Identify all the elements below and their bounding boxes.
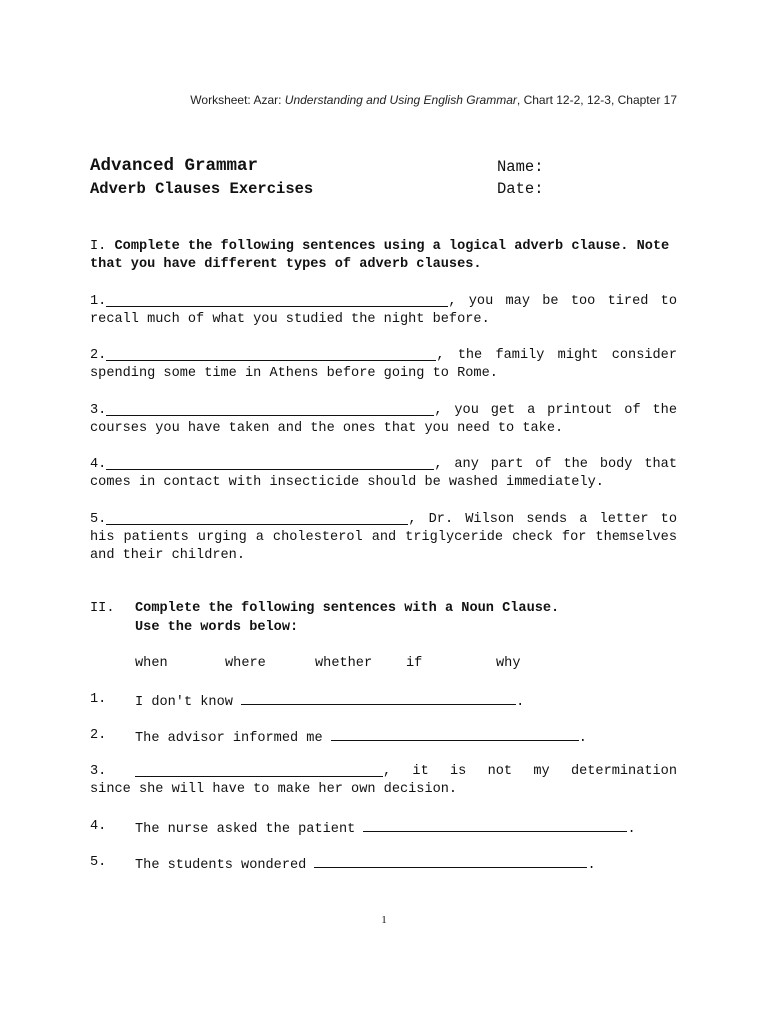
item-number: 1. [90, 294, 107, 309]
section-1-instruction-text: Complete the following sentences using a logical adverb clause. Note that you have different types of adverb clauses. [90, 239, 670, 272]
word-bank-item: if [406, 656, 423, 671]
noun-clause-item-4 [90, 818, 677, 836]
item-text: recall much of what you studied the night before. [90, 312, 490, 327]
date-field-label: Date: [497, 180, 544, 198]
item-number: 1. [90, 692, 107, 707]
item-text-first-line: , you may be too tired to [448, 294, 677, 309]
item-text: The students wondered . [135, 854, 596, 875]
item-text-continued: since she will have to make her own decision. [90, 782, 458, 797]
item-text-first-line: , any part of the body that [434, 457, 677, 472]
answer-blank[interactable] [331, 727, 579, 741]
noun-clause-item-1 [90, 691, 677, 709]
item-text-first-line: , Dr. Wilson sends a letter to [408, 512, 677, 527]
worksheet-title: Advanced Grammar [90, 156, 259, 176]
item-number: 5. [90, 855, 107, 870]
answer-blank[interactable] [106, 293, 448, 307]
noun-clause-item-2 [90, 727, 677, 745]
item-text: , it is not my determination [135, 763, 677, 781]
item-text: his patients urging a cholesterol and triglyceride check for themselves and their children. [90, 530, 677, 563]
section-2-instruction-line-1: Complete the following sentences with a Noun Clause. [135, 601, 560, 616]
item-text: The advisor informed me . [135, 727, 587, 748]
answer-blank[interactable] [241, 691, 516, 705]
item-number: 4. [90, 819, 107, 834]
answer-blank[interactable] [363, 818, 627, 832]
word-bank-item: whether [315, 656, 373, 671]
source-prefix: Worksheet: Azar: [190, 93, 285, 107]
item-number: 2. [90, 728, 107, 743]
item-text-first-line: , you get a printout of the [434, 403, 677, 418]
word-bank-item: why [496, 656, 521, 671]
answer-blank[interactable] [106, 511, 408, 525]
section-2-instruction-line-2: Use the words below: [135, 620, 299, 635]
item-text: comes in contact with insecticide should be washed immediately. [90, 475, 604, 490]
answer-blank[interactable] [106, 347, 436, 361]
answer-blank[interactable] [106, 402, 434, 416]
worksheet-source-line [190, 93, 677, 107]
book-title: Understanding and Using English Grammar [284, 93, 517, 107]
word-bank-item: where [225, 656, 266, 671]
item-text: spending some time in Athens before going to Rome. [90, 366, 498, 381]
item-text: The nurse asked the patient . [135, 818, 636, 839]
item-number: 2. [90, 348, 107, 363]
word-bank [90, 655, 677, 673]
word-bank-item: when [135, 656, 168, 671]
noun-clause-item-5 [90, 854, 677, 872]
section-1-numeral: I. [90, 239, 107, 254]
answer-blank[interactable] [106, 456, 434, 470]
item-text: courses you have taken and the ones that you need to take. [90, 421, 564, 436]
answer-blank[interactable] [314, 854, 587, 868]
source-suffix: , Chart 12-2, 12-3, Chapter 17 [516, 93, 677, 107]
noun-clause-item-3 [90, 763, 677, 799]
item-number: 3. [90, 403, 107, 418]
section-1-instructions [90, 238, 677, 274]
item-number: 3. [90, 764, 107, 779]
item-text: I don't know . [135, 691, 524, 712]
item-number: 4. [90, 457, 107, 472]
section-2-numeral: II. [90, 601, 115, 616]
page-number: 1 [381, 914, 387, 926]
answer-blank[interactable] [135, 763, 383, 777]
item-text-first-line: , the family might consider [436, 348, 677, 363]
name-field-label: Name: [497, 158, 544, 176]
worksheet-subtitle: Adverb Clauses Exercises [90, 180, 314, 198]
item-number: 5. [90, 512, 107, 527]
